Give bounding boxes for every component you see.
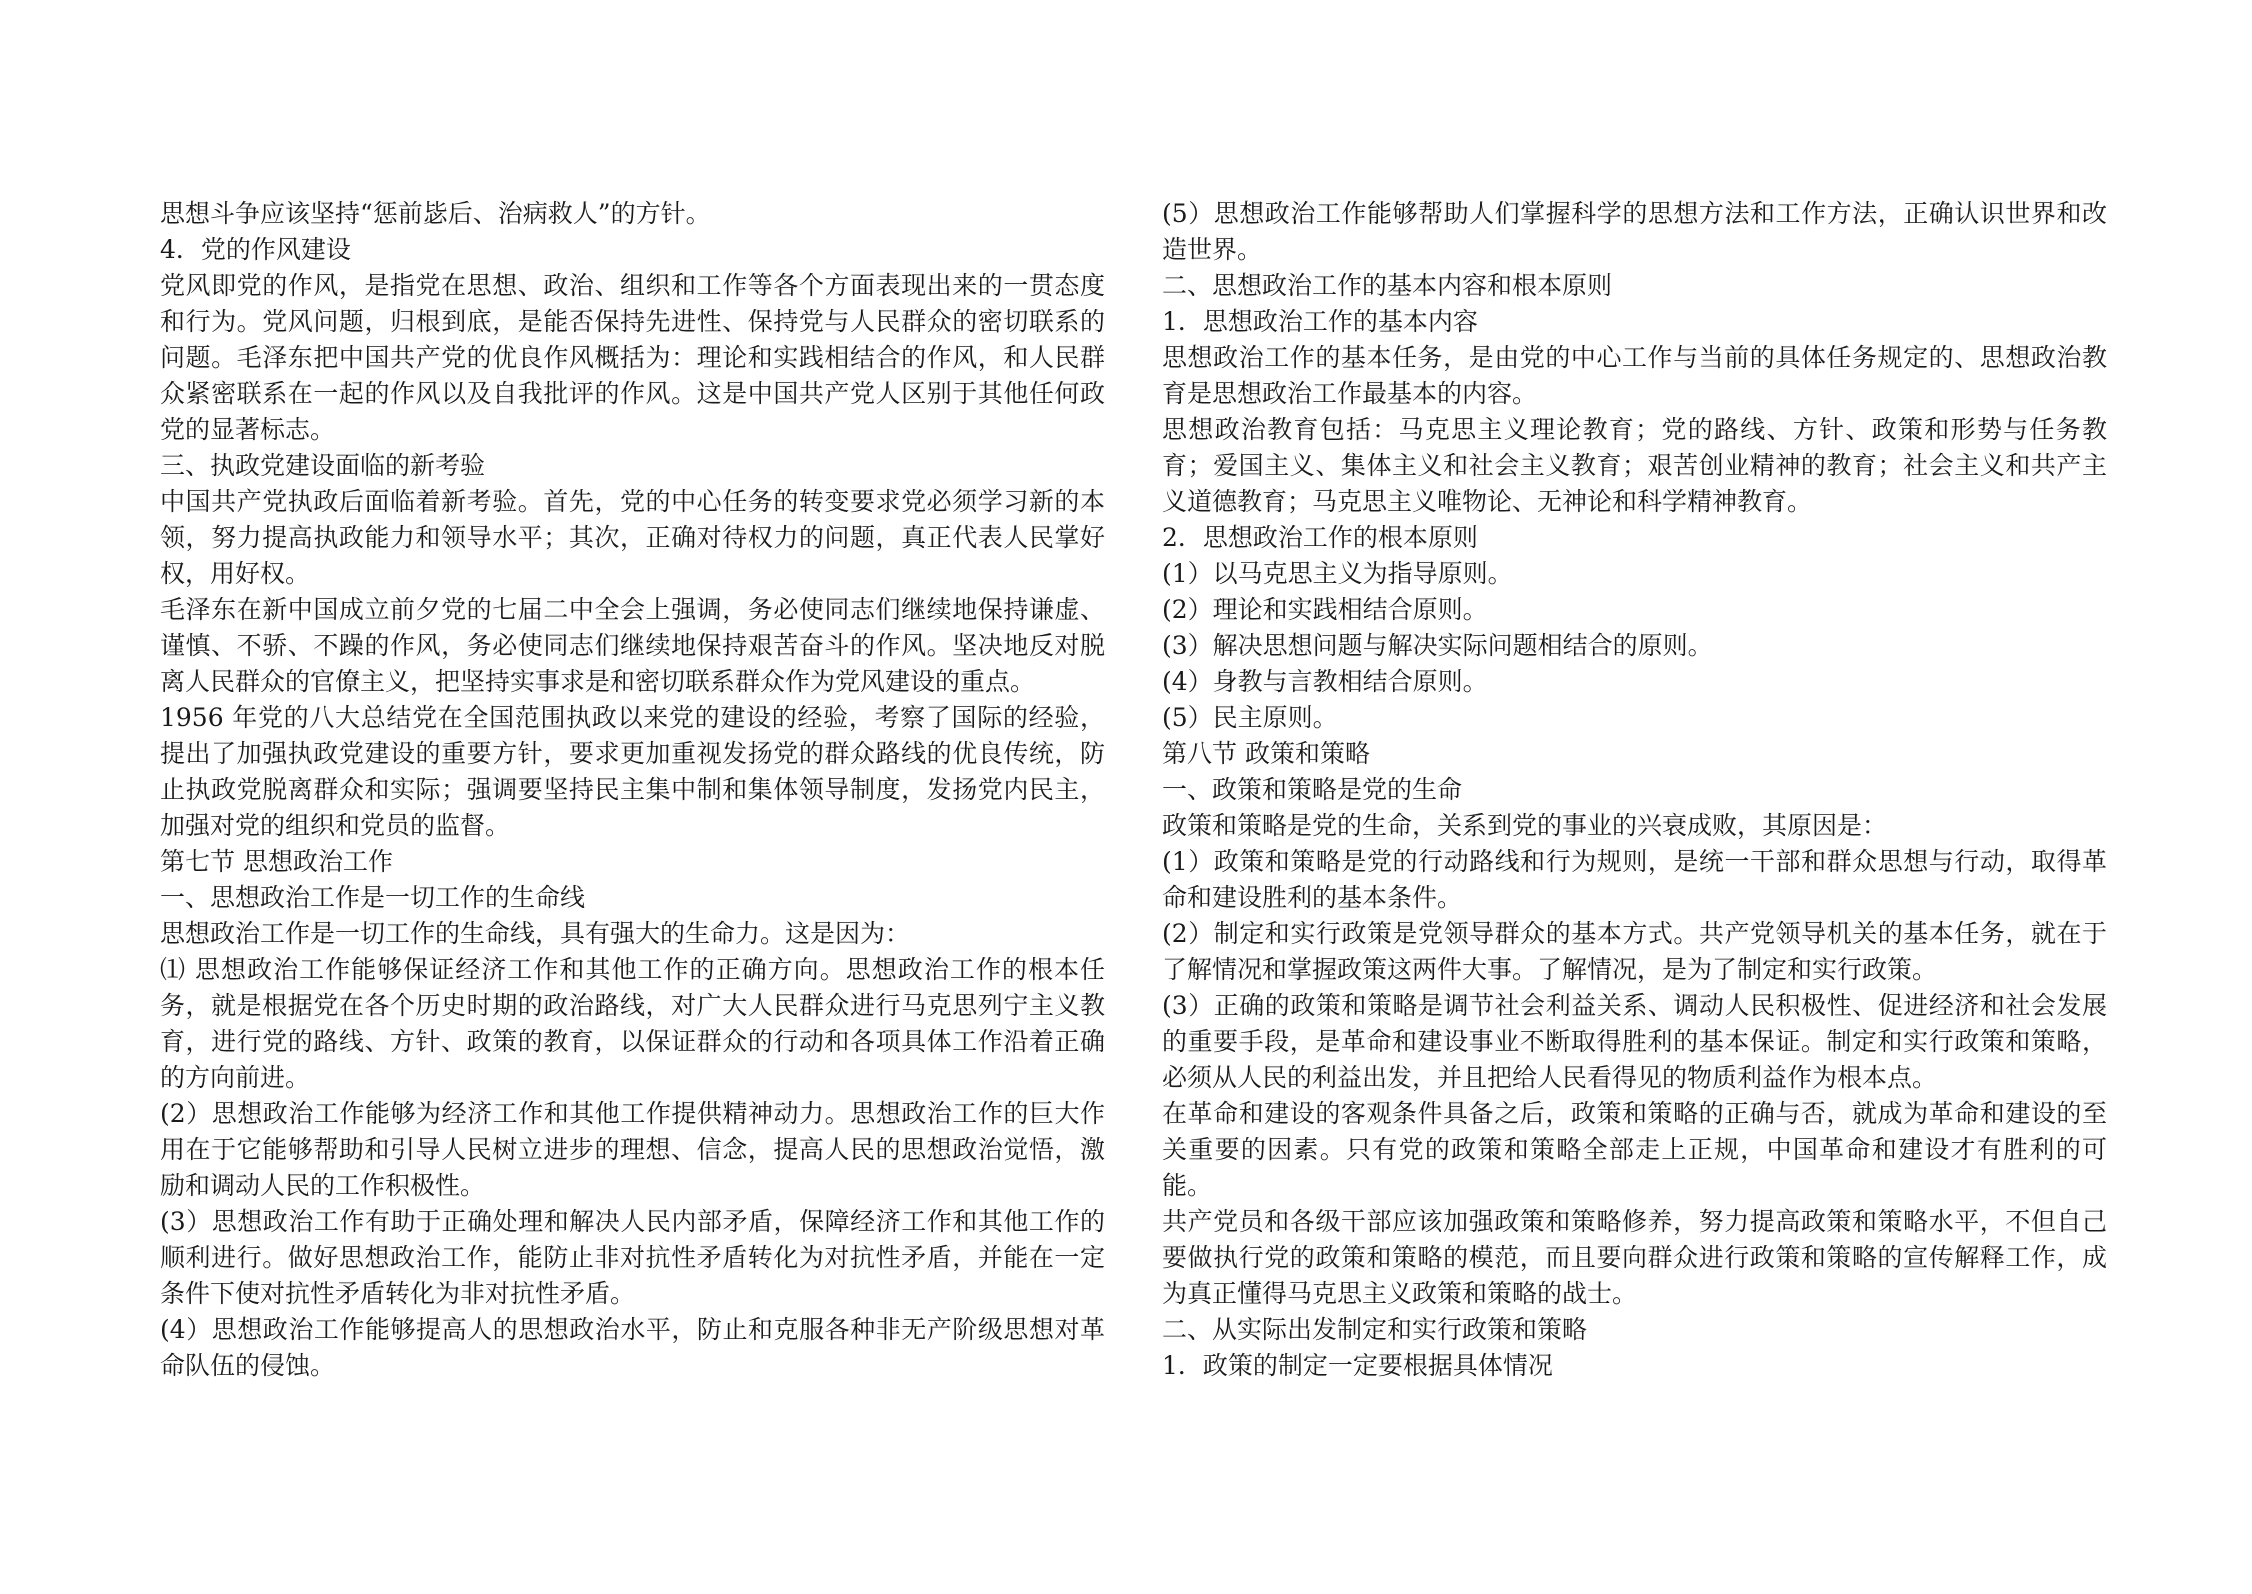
list-item: (4）思想政治工作能够提高人的思想政治水平，防止和克服各种非无产阶级思想对革命队伍的侵蚀。 [160,1315,1105,1380]
section-heading: 一、思想政治工作是一切工作的生命线 [160,883,586,912]
section-heading: 1．政策的制定一定要根据具体情况 [1162,1351,1553,1380]
right-column [1162,196,2107,1384]
paragraph: 毛泽东在新中国成立前夕党的七届二中全会上强调，务必使同志们继续地保持谦虚、谨慎、不骄、不躁的作风，务必使同志们继续地保持艰苦奋斗的作风。坚决地反对脱离人民群众的官僚主义，把坚持实事求是和密切联系群众作为党风建设的重点。 [160,595,1105,696]
list-item: (5）民主原则。 [1162,703,1338,732]
list-item: (2）理论和实践相结合原则。 [1162,595,1488,624]
section-heading: 4．党的作风建设 [160,235,351,264]
paragraph: 思想斗争应该坚持“惩前毖后、治病救人”的方针。 [160,199,711,228]
paragraph: 思想政治工作的基本任务，是由党的中心工作与当前的具体任务规定的、思想政治教育是思想政治工作最基本的内容。 [1162,343,2107,408]
list-item: (1）政策和策略是党的行动路线和行为规则，是统一干部和群众思想与行动，取得革命和建设胜利的基本条件。 [1162,847,2107,912]
list-item: (4）身教与言教相结合原则。 [1162,667,1488,696]
list-item: (3）思想政治工作有助于正确处理和解决人民内部矛盾，保障经济工作和其他工作的顺利进行。做好思想政治工作，能防止非对抗性矛盾转化为对抗性矛盾，并能在一定条件下使对抗性矛盾转化为非对抗性矛盾。 [160,1207,1105,1308]
paragraph: 思想政治工作是一切工作的生命线，具有强大的生命力。这是因为： [160,919,911,948]
list-item: (1）以马克思主义为指导原则。 [1162,559,1513,588]
section-heading: 1．思想政治工作的基本内容 [1162,307,1478,336]
section-heading: 二、思想政治工作的基本内容和根本原则 [1162,271,1613,300]
section-heading: 第七节 思想政治工作 [160,847,393,876]
section-heading: 一、政策和策略是党的生命 [1162,775,1463,804]
list-item: (2）思想政治工作能够为经济工作和其他工作提供精神动力。思想政治工作的巨大作用在于它能够帮助和引导人民树立进步的理想、信念，提高人民的思想政治觉悟，激励和调动人民的工作积极性。 [160,1099,1105,1200]
section-heading: 三、执政党建设面临的新考验 [160,451,486,480]
section-heading: 二、从实际出发制定和实行政策和策略 [1162,1315,1588,1344]
list-item: ⑴ 思想政治工作能够保证经济工作和其他工作的正确方向。思想政治工作的根本任务，就是根据党在各个历史时期的政治路线，对广大人民群众进行马克思列宁主义教育，进行党的路线、方针、政策的教育，以保证群众的行动和各项具体工作沿着正确的方向前进。 [160,955,1105,1092]
paragraph: 中国共产党执政后面临着新考验。首先，党的中心任务的转变要求党必须学习新的本领，努力提高执政能力和领导水平；其次，正确对待权力的问题，真正代表人民掌好权，用好权。 [160,487,1105,588]
paragraph: 1956 年党的八大总结党在全国范围执政以来党的建设的经验，考察了国际的经验，提出了加强执政党建设的重要方针，要求更加重视发扬党的群众路线的优良传统，防止执政党脱离群众和实际；强调要坚持民主集中制和集体领导制度，发扬党内民主，加强对党的组织和党员的监督。 [160,703,1105,840]
paragraph: 政策和策略是党的生命，关系到党的事业的兴衰成败，其原因是： [1162,811,1888,840]
list-item: (3）正确的政策和策略是调节社会利益关系、调动人民积极性、促进经济和社会发展的重要手段，是革命和建设事业不断取得胜利的基本保证。制定和实行政策和策略，必须从人民的利益出发，并且把给人民看得见的物质利益作为根本点。 [1162,991,2107,1092]
list-item: (3）解决思想问题与解决实际问题相结合的原则。 [1162,631,1713,660]
paragraph: 党风即党的作风，是指党在思想、政治、组织和工作等各个方面表现出来的一贯态度和行为。党风问题，归根到底，是能否保持先进性、保持党与人民群众的密切联系的问题。毛泽东把中国共产党的优良作风概括为：理论和实践相结合的作风，和人民群众紧密联系在一起的作风以及自我批评的作风。这是中国共产党人区别于其他任何政党的显著标志。 [160,271,1105,444]
paragraph: 在革命和建设的客观条件具备之后，政策和策略的正确与否，就成为革命和建设的至关重要的因素。只有党的政策和策略全部走上正规，中国革命和建设才有胜利的可能。 [1162,1099,2107,1200]
section-heading: 2．思想政治工作的根本原则 [1162,523,1478,552]
section-heading: 第八节 政策和策略 [1162,739,1370,768]
list-item: (5）思想政治工作能够帮助人们掌握科学的思想方法和工作方法，正确认识世界和改造世界。 [1162,199,2107,264]
paragraph: 思想政治教育包括：马克思主义理论教育；党的路线、方针、政策和形势与任务教育；爱国主义、集体主义和社会主义教育；艰苦创业精神的教育；社会主义和共产主义道德教育；马克思主义唯物论、无神论和科学精神教育。 [1162,415,2107,516]
list-item: (2）制定和实行政策是党领导群众的基本方式。共产党领导机关的基本任务，就在于了解情况和掌握政策这两件大事。了解情况，是为了制定和实行政策。 [1162,919,2107,984]
paragraph: 共产党员和各级干部应该加强政策和策略修养，努力提高政策和策略水平，不但自己要做执行党的政策和策略的模范，而且要向群众进行政策和策略的宣传解释工作，成为真正懂得马克思主义政策和策略的战士。 [1162,1207,2107,1308]
left-column [160,196,1105,1384]
